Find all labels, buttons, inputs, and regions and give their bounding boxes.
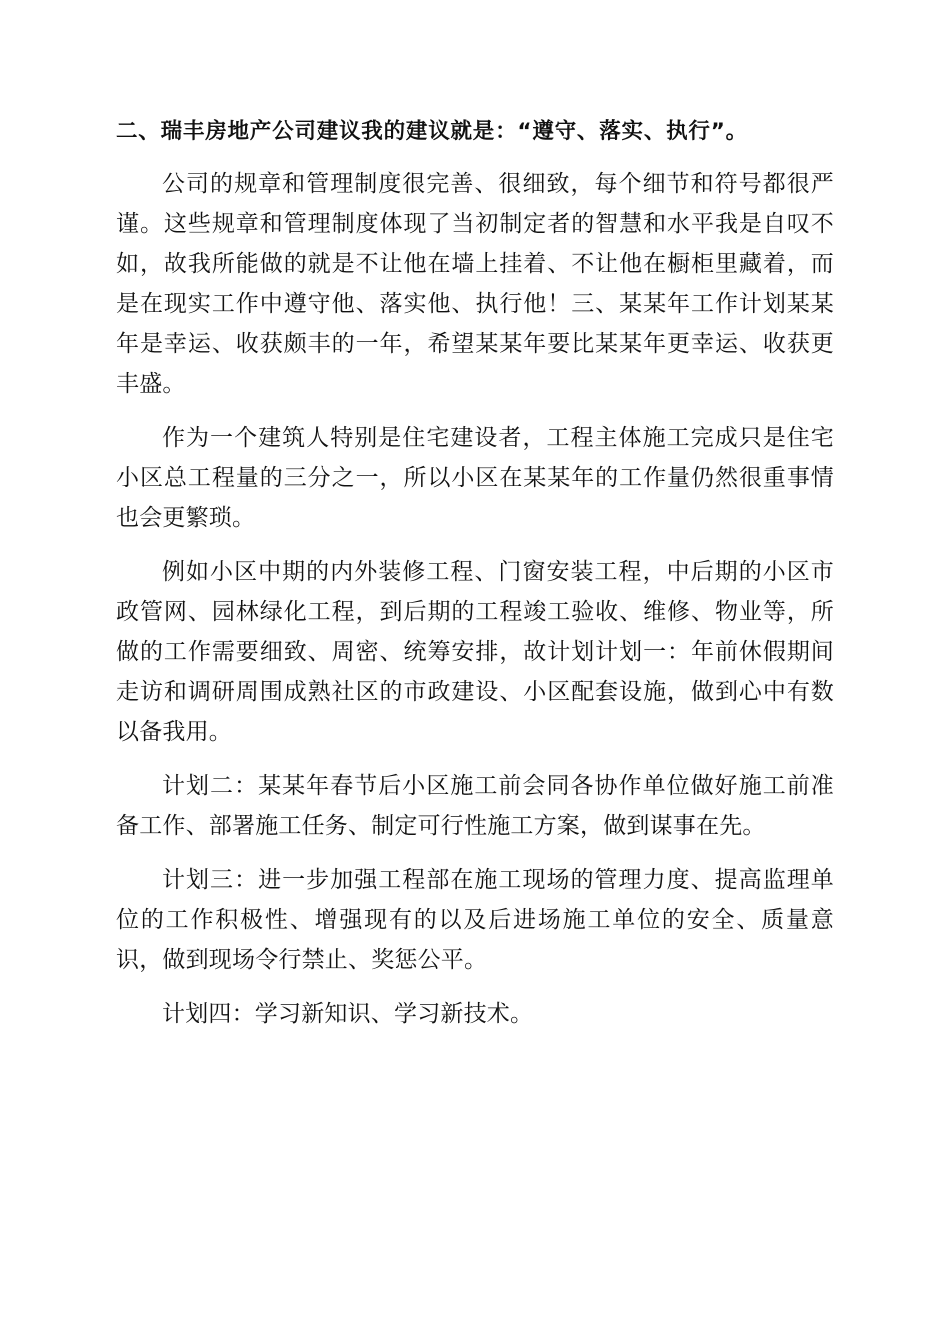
paragraph-plan-two: 计划二：某某年春节后小区施工前会同各协作单位做好施工前准备工作、部署施工任务、制定可行性施工方案，做到谋事在先。: [116, 773, 834, 839]
paragraph-plan-four: 计划四：学习新知识、学习新技术。: [162, 1001, 534, 1027]
paragraph-regulations: 公司的规章和管理制度很完善、很细致，每个细节和符号都很严谨。这些规章和管理制度体现了当初制定者的智慧和水平我是自叹不如，故我所能做的就是不让他在墙上挂着、不让他在橱柜里藏着，而是在现实工作中遵守他、落实他、执行他！三、某某年工作计划某某年是幸运、收获颇丰的一年，希望某某年要比某某年更幸运、收获更丰盛。: [116, 171, 834, 397]
paragraph-plan-three: 计划三：进一步加强工程部在施工现场的管理力度、提高监理单位的工作积极性、增强现有的以及后进场施工单位的安全、质量意识，做到现场令行禁止、奖惩公平。: [116, 867, 834, 973]
document-body: [116, 112, 834, 1048]
paragraph-workload: 作为一个建筑人特别是住宅建设者，工程主体施工完成只是住宅小区总工程量的三分之一，所以小区在某某年的工作量仍然很重事情也会更繁琐。: [116, 425, 834, 531]
paragraph-plan-one: 例如小区中期的内外装修工程、门窗安装工程，中后期的小区市政管网、园林绿化工程，到后期的工程竣工验收、维修、物业等，所做的工作需要细致、周密、统筹安排，故计划计划一：年前休假期间走访和调研周围成熟社区的市政建设、小区配套设施，做到心中有数以备我用。: [116, 559, 834, 745]
section-heading: 二、瑞丰房地产公司建议我的建议就是：“遵守、落实、执行”。: [116, 119, 748, 144]
